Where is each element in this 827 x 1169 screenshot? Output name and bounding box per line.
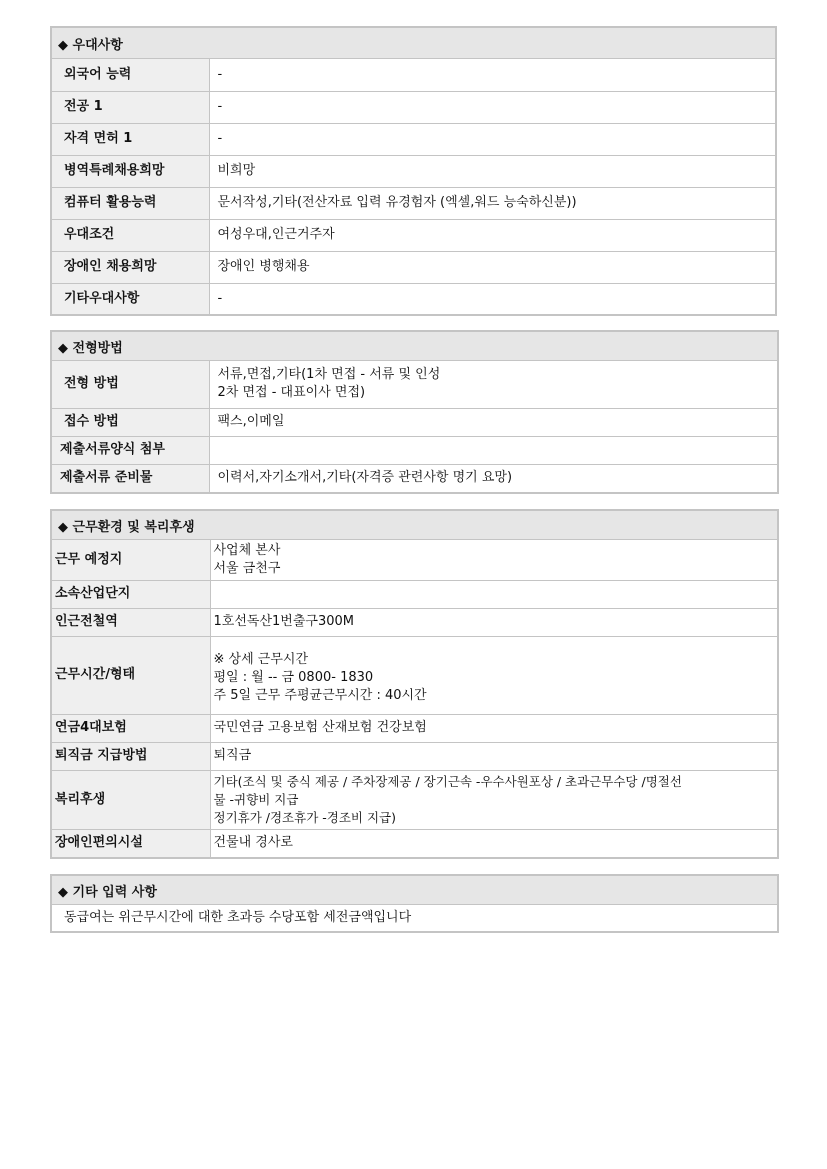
value-line: 서울 금천구 <box>213 560 281 576</box>
row-value: - <box>209 59 775 91</box>
row-value <box>210 636 777 714</box>
table-row <box>52 408 777 436</box>
table-row <box>52 436 777 464</box>
other-note: 동급여는 위근무시간에 대한 초과등 수당포함 세전금액입니다 <box>64 910 412 925</box>
row-label: 접수 방법 <box>52 408 209 436</box>
row-value: 국민연금 고용보험 산재보험 건강보험 <box>210 714 777 742</box>
row-label: 자격 면허 1 <box>52 123 209 155</box>
value-line: 물 -귀향비 지급 <box>213 791 299 807</box>
table-row <box>52 742 777 770</box>
table-row <box>52 219 775 251</box>
row-label: 제출서류양식 첨부 <box>52 436 209 464</box>
section-title: ◆ 전형방법 <box>52 332 777 361</box>
value-line: 주 5일 근무 주평균근무시간 : 40시간 <box>213 687 427 703</box>
table-row <box>52 251 775 283</box>
row-label: 외국어 능력 <box>52 59 209 91</box>
row-label: 장애인편의시설 <box>52 829 210 857</box>
table-row <box>52 829 777 857</box>
row-label: 전형 방법 <box>52 361 209 408</box>
other-table <box>52 905 777 931</box>
row-value: - <box>209 123 775 155</box>
table-row <box>52 636 777 714</box>
value-line: 기타(조식 및 중식 제공 / 주차장제공 / 장기근속 -우수사원포상 / 초과근무수당 /명절선 <box>213 773 682 789</box>
row-value <box>209 361 777 408</box>
environment-section <box>50 509 779 859</box>
row-value: 장애인 병행채용 <box>209 251 775 283</box>
table-row <box>52 283 775 314</box>
table-row <box>52 714 777 742</box>
table-row <box>52 540 777 580</box>
other-section <box>50 874 779 933</box>
table-row <box>52 91 775 123</box>
row-label: 퇴직금 지급방법 <box>52 742 210 770</box>
row-label: 제출서류 준비물 <box>52 464 209 492</box>
value-line: 서류,면접,기타(1차 면접 - 서류 및 인성 <box>217 367 441 383</box>
row-label: 소속산업단지 <box>52 580 210 608</box>
row-value: 퇴직금 <box>210 742 777 770</box>
table-row <box>52 580 777 608</box>
table-row <box>52 59 775 91</box>
row-label: 근무 예정지 <box>52 540 210 580</box>
row-value <box>209 436 777 464</box>
row-value: 팩스,이메일 <box>209 408 777 436</box>
row-label: 병역특례채용희망 <box>52 155 209 187</box>
table-row <box>52 187 775 219</box>
row-label: 전공 1 <box>52 91 209 123</box>
row-value <box>210 580 777 608</box>
row-label: 우대조건 <box>52 219 209 251</box>
row-value: - <box>209 283 775 314</box>
selection-table <box>52 361 777 492</box>
value-line: 2차 면접 - 대표이사 면접) <box>217 385 366 401</box>
row-value <box>210 540 777 580</box>
table-row <box>52 905 777 931</box>
section-title: ◆ 우대사항 <box>52 28 775 59</box>
row-value: 문서작성,기타(전산자료 입력 유경험자 (엑셀,워드 능숙하신분)) <box>209 187 775 219</box>
value-line: 정기휴가 /경조휴가 -경조비 지급) <box>213 809 396 825</box>
row-value: 이력서,자기소개서,기타(자격증 관련사항 명기 요망) <box>209 464 777 492</box>
table-row <box>52 123 775 155</box>
row-label: 장애인 채용희망 <box>52 251 209 283</box>
environment-table <box>52 540 777 857</box>
table-row <box>52 155 775 187</box>
value-line: ※ 상세 근무시간 <box>213 651 309 667</box>
row-value: 비희망 <box>209 155 775 187</box>
row-label: 컴퓨터 활용능력 <box>52 187 209 219</box>
table-row <box>52 770 777 829</box>
row-value: 건물내 경사로 <box>210 829 777 857</box>
row-label: 기타우대사항 <box>52 283 209 314</box>
preferential-section <box>50 26 777 316</box>
row-label: 근무시간/형태 <box>52 636 210 714</box>
row-label: 복리후생 <box>52 770 210 829</box>
row-value: 1호선독산1번출구300M <box>210 608 777 636</box>
row-label: 인근전철역 <box>52 608 210 636</box>
row-value: - <box>209 91 775 123</box>
section-title: ◆ 기타 입력 사항 <box>52 876 777 905</box>
section-title: ◆ 근무환경 및 복리후생 <box>52 511 777 540</box>
row-value <box>210 770 777 829</box>
row-value: 여성우대,인근거주자 <box>209 219 775 251</box>
value-line: 평일 : 월 -- 금 0800- 1830 <box>213 669 374 685</box>
table-row <box>52 608 777 636</box>
preferential-table <box>52 59 775 314</box>
table-row <box>52 464 777 492</box>
table-row <box>52 361 777 408</box>
row-label: 연금4대보험 <box>52 714 210 742</box>
selection-section <box>50 330 779 494</box>
value-line: 사업체 본사 <box>213 542 281 558</box>
